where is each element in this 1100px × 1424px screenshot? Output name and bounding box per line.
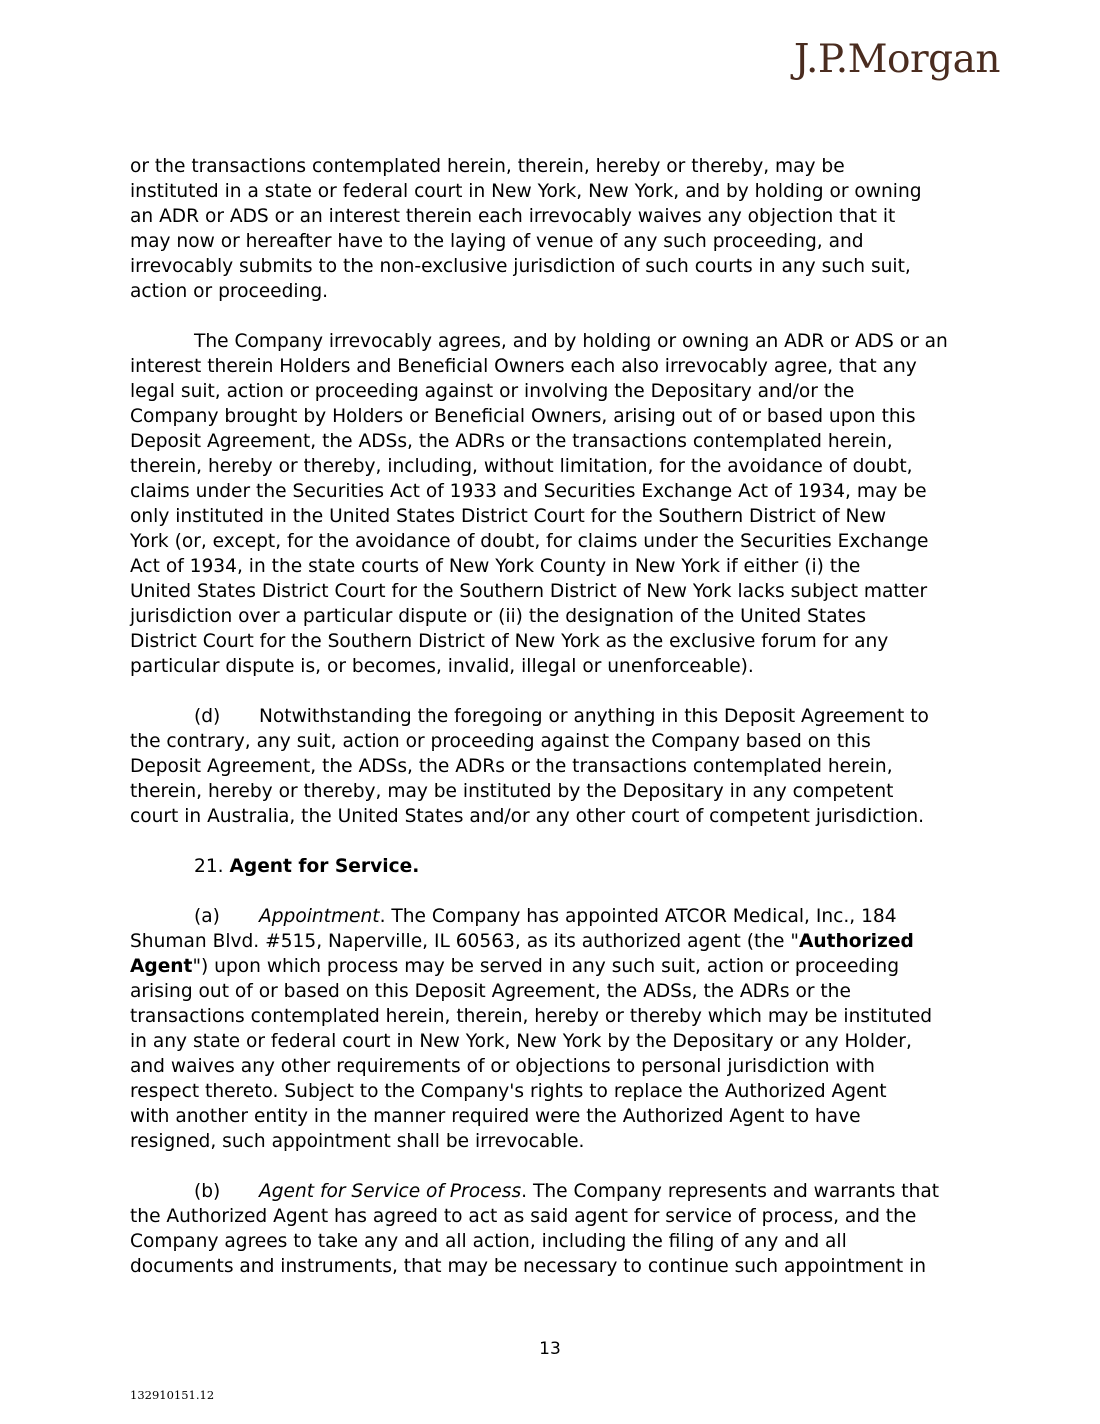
- clause-heading: Appointment: [259, 906, 380, 927]
- text-line: transactions contemplated herein, therein, hereby or thereby which may be instituted: [130, 1006, 933, 1027]
- jpmorgan-logo: J.P.Morgan: [793, 37, 1000, 82]
- text-line: the Authorized Agent has agreed to act as said agent for service of process, and the: [130, 1206, 917, 1227]
- text-line: arising out of or based on this Deposit Agreement, the ADSs, the ADRs or the: [130, 981, 851, 1002]
- clause-marker: (b): [194, 1181, 221, 1202]
- text-line: Company agrees to take any and all action, including the filing of any and all: [130, 1231, 847, 1252]
- page-number: 13: [539, 1339, 561, 1359]
- text-line: therein, hereby or thereby, may be instituted by the Depositary in any competent: [130, 781, 894, 802]
- text-line: the contrary, any suit, action or proceeding against the Company based on this: [130, 731, 871, 752]
- text-line: with another entity in the manner required were the Authorized Agent to have: [130, 1106, 861, 1127]
- paragraph-d-notwithstanding: [130, 704, 990, 829]
- document-body: [130, 154, 990, 1304]
- text-line: only instituted in the United States District Court for the Southern District of New: [130, 506, 887, 527]
- text-line: instituted in a state or federal court in New York, New York, and by holding or owning: [130, 181, 922, 202]
- text-line: irrevocably submits to the non-exclusive jurisdiction of such courts in any such suit,: [130, 256, 911, 277]
- clause-text: . The Company has appointed ATCOR Medical, Inc., 184: [379, 906, 897, 927]
- text-line: District Court for the Southern District of New York as the exclusive forum for any: [130, 631, 889, 652]
- text-line: an ADR or ADS or an interest therein each irrevocably waives any objection that it: [130, 206, 896, 227]
- paragraph-jurisdiction-continued: [130, 154, 990, 304]
- paragraph-exclusive-forum: [130, 329, 990, 679]
- paragraph-a-appointment: [130, 904, 990, 1154]
- text-line: and waives any other requirements of or objections to personal jurisdiction with: [130, 1056, 875, 1077]
- defined-term: Agent: [130, 956, 193, 977]
- text-line: United States District Court for the Southern District of New York lacks subject matter: [130, 581, 928, 602]
- text-line: interest therein Holders and Beneficial Owners each also irrevocably agree, that any: [130, 356, 917, 377]
- text-line: [130, 954, 990, 979]
- text-line: resigned, such appointment shall be irrevocable.: [130, 1131, 585, 1152]
- document-id: 132910151.12: [130, 1388, 215, 1402]
- text-line: court in Australia, the United States and/or any other court of competent jurisdiction.: [130, 806, 925, 827]
- text-line: particular dispute is, or becomes, invalid, illegal or unenforceable).: [130, 656, 754, 677]
- text-line: York (or, except, for the avoidance of doubt, for claims under the Securities Exchange: [130, 531, 929, 552]
- text-line: or the transactions contemplated herein, therein, hereby or thereby, may be: [130, 156, 845, 177]
- paragraph-b-agent-for-service: [130, 1179, 990, 1279]
- clause-heading: Agent for Service of Process: [259, 1181, 522, 1202]
- text-line: Deposit Agreement, the ADSs, the ADRs or the transactions contemplated herein,: [130, 756, 893, 777]
- text-line: [130, 904, 990, 929]
- text-line: therein, hereby or thereby, including, without limitation, for the avoidance of doubt,: [130, 456, 913, 477]
- text-line: [130, 854, 990, 879]
- defined-term: Authorized: [798, 931, 914, 952]
- text-line: Deposit Agreement, the ADSs, the ADRs or the transactions contemplated herein,: [130, 431, 893, 452]
- text-line: [130, 929, 990, 954]
- section-heading-21: [130, 854, 990, 879]
- text-line: Act of 1934, in the state courts of New York County in New York if either (i) the: [130, 556, 861, 577]
- text-line: [130, 1179, 990, 1204]
- clause-marker: (d): [194, 706, 221, 727]
- text-line: jurisdiction over a particular dispute or (ii) the designation of the United States: [130, 606, 867, 627]
- clause-text: Shuman Blvd. #515, Naperville, IL 60563, as its authorized agent (the ": [130, 931, 799, 952]
- text-line: in any state or federal court in New York, New York by the Depositary or any Holder,: [130, 1031, 912, 1052]
- text-line: legal suit, action or proceeding against or involving the Depositary and/or the: [130, 381, 855, 402]
- clause-text: Notwithstanding the foregoing or anything in this Deposit Agreement to: [259, 706, 929, 727]
- section-number: 21.: [194, 856, 224, 877]
- clause-text: ") upon which process may be served in any such suit, action or proceeding: [192, 956, 899, 977]
- text-line: respect thereto. Subject to the Company's rights to replace the Authorized Agent: [130, 1081, 887, 1102]
- text-line: may now or hereafter have to the laying of venue of any such proceeding, and: [130, 231, 864, 252]
- text-line: The Company irrevocably agrees, and by holding or owning an ADR or ADS or an: [194, 331, 948, 352]
- text-line: action or proceeding.: [130, 281, 329, 302]
- section-title: Agent for Service.: [229, 856, 420, 877]
- text-line: documents and instruments, that may be necessary to continue such appointment in: [130, 1256, 927, 1277]
- clause-marker: (a): [194, 906, 220, 927]
- clause-text: . The Company represents and warrants that: [521, 1181, 940, 1202]
- text-line: [130, 704, 990, 729]
- text-line: claims under the Securities Act of 1933 and Securities Exchange Act of 1934, may be: [130, 481, 927, 502]
- text-line: Company brought by Holders or Beneficial Owners, arising out of or based upon this: [130, 406, 916, 427]
